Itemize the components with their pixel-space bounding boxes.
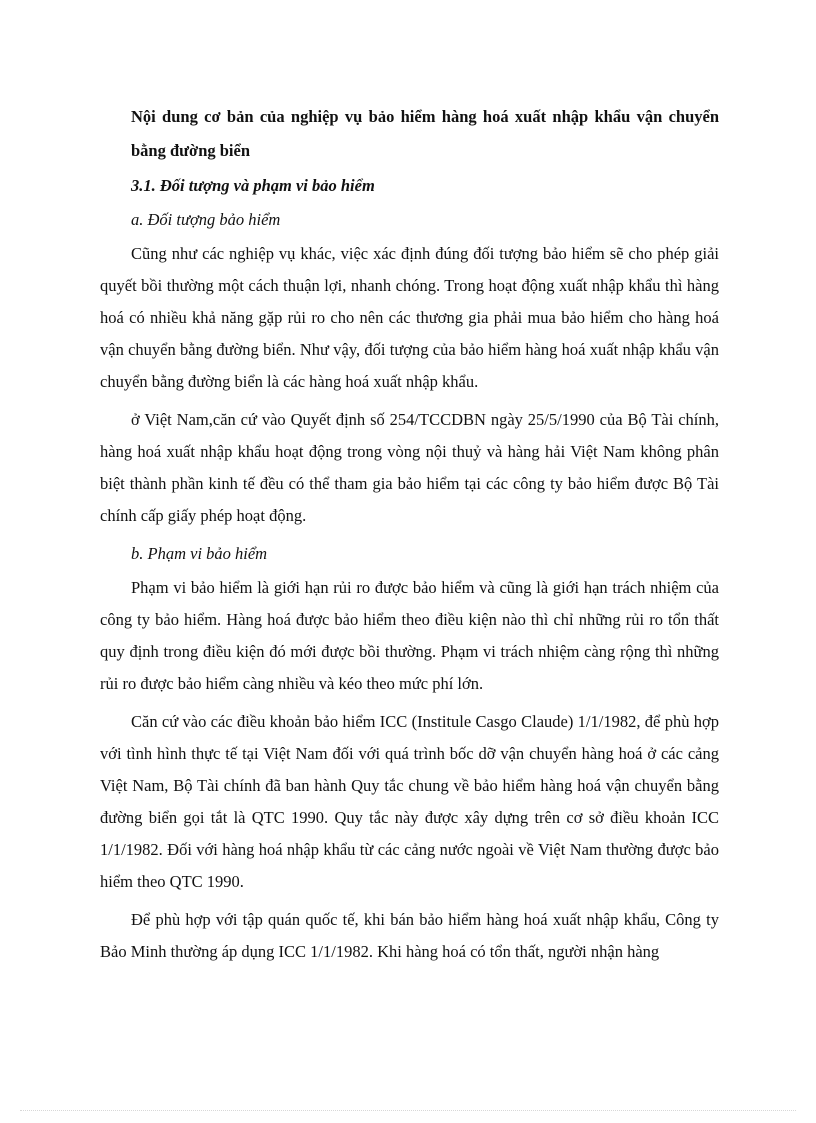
subsection-b-title: b. Phạm vi bảo hiểm [131, 544, 268, 563]
paragraph-1-text: Cũng như các nghiệp vụ khác, việc xác định đúng đối tượng bảo hiểm sẽ cho phép giải quyết bồi thường một cách thuận lợi, nhanh chóng. Trong hoạt động xuất nhập khẩu thì hàng hoá có nhiều khả năng gặp rủi ro cho nên các thương gia phải mua bảo hiểm cho hàng hoá vận chuyển bằng đường biển. Như vậy, đối tượng của bảo hiểm hàng hoá xuất nhập khẩu vận chuyển bằng đường biển là các hàng hoá xuất nhập khẩu. [100, 244, 719, 391]
paragraph-4-text: Căn cứ vào các điều khoản bảo hiểm ICC (Institule Casgo Claude) 1/1/1982, để phù hợp với tình hình thực tế tại Việt Nam đối với quá trình bốc dỡ vận chuyển hàng hoá ở các cảng Việt Nam, Bộ Tài chính đã ban hành Quy tắc chung về bảo hiểm hàng hoá vận chuyển bằng đường biển gọi tắt là QTC 1990. Quy tắc này được xây dựng trên cơ sở điều khoản ICC 1/1/1982. Đối với hàng hoá nhập khẩu từ các cảng nước ngoài về Việt Nam thường được bảo hiểm theo QTC 1990. [100, 712, 719, 891]
paragraph-2 [100, 404, 719, 532]
paragraph-2-text: ở Việt Nam,căn cứ vào Quyết định số 254/TCCDBN ngày 25/5/1990 của Bộ Tài chính, hàng hoá xuất nhập khẩu hoạt động trong vòng nội thuỷ và hàng hải Việt Nam không phân biệt thành phần kinh tế đều có thể tham gia bảo hiểm tại các công ty bảo hiểm được Bộ Tài chính cấp giấy phép hoạt động. [100, 410, 719, 525]
page-bottom-divider [20, 1110, 796, 1111]
paragraph-5-text: Để phù hợp với tập quán quốc tế, khi bán bảo hiểm hàng hoá xuất nhập khẩu, Công ty Bảo Minh thường áp dụng ICC 1/1/1982. Khi hàng hoá có tổn thất, người nhận hàng [100, 910, 719, 961]
paragraph-3-text: Phạm vi bảo hiểm là giới hạn rủi ro được bảo hiểm và cũng là giới hạn trách nhiệm của công ty bảo hiểm. Hàng hoá được bảo hiểm theo điều kiện nào thì chỉ những rủi ro tổn thất quy định trong điều kiện đó mới được bồi thường. Phạm vi trách nhiệm càng rộng thì những rủi ro được bảo hiểm càng nhiều và kéo theo mức phí lớn. [100, 578, 719, 693]
paragraph-4 [100, 706, 719, 898]
document-page [100, 100, 719, 974]
paragraph-1 [100, 238, 719, 398]
paragraph-5 [100, 904, 719, 968]
paragraph-3 [100, 572, 719, 700]
subsection-a-title: a. Đối tượng bảo hiểm [131, 210, 281, 229]
section-title: 3.1. Đối tượng và phạm vi bảo hiểm [131, 176, 375, 195]
document-heading: Nội dung cơ bản của nghiệp vụ bảo hiểm hàng hoá xuất nhập khẩu vận chuyển bằng đường biển [131, 107, 719, 160]
